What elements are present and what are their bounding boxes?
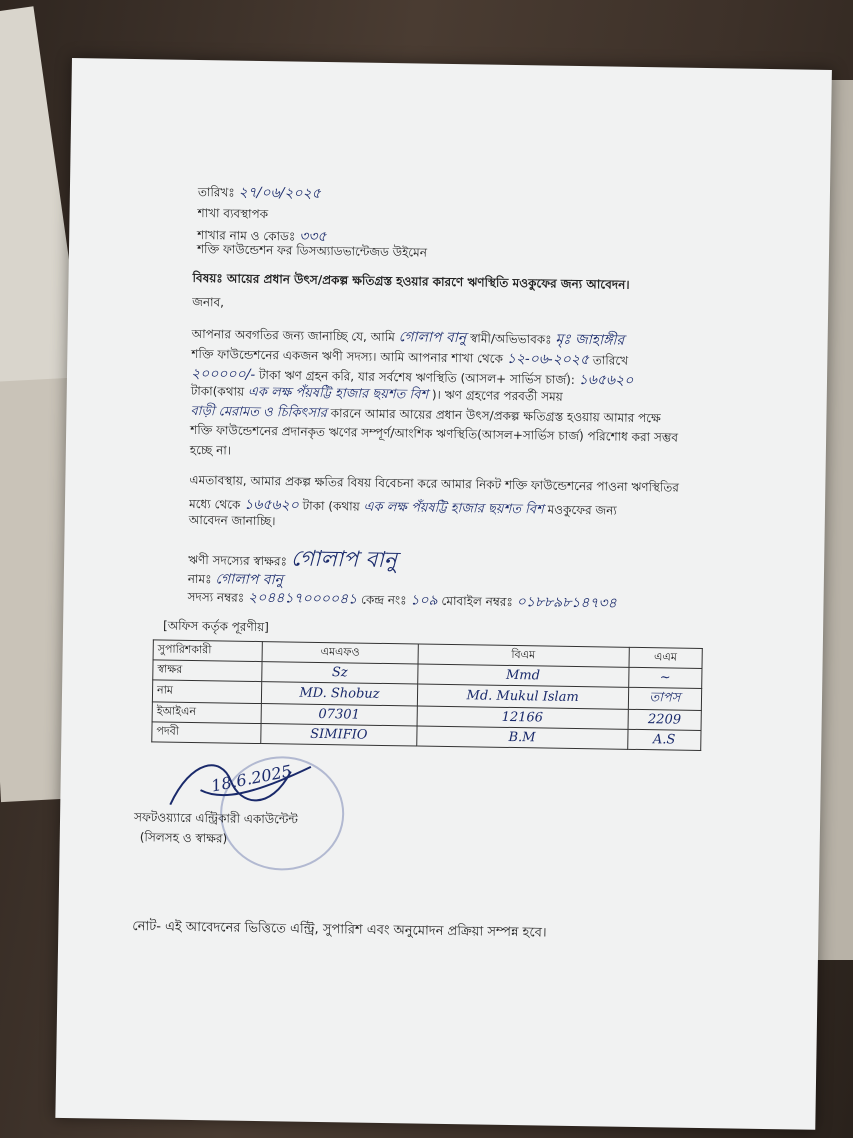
loan-balance: ১৬৫৬২০ <box>578 371 634 389</box>
para1-line7: হচ্ছে না। <box>189 442 232 458</box>
am-signature: ~ <box>628 667 702 688</box>
para2-text: মধ্যে থেকে <box>188 496 241 512</box>
mfo-ein: 07301 <box>261 704 417 726</box>
waiver-amount: ১৬৫৬২০ <box>244 496 299 514</box>
loan-date: ১২-০৬-২০২৫ <box>506 350 590 369</box>
para1-text: স্বামী/অভিভাবকঃ <box>469 331 552 347</box>
para1-line6: শক্তি ফাউন্ডেশনের প্রদানকৃত ঋণের সম্পূর্ণ/আংশিক ঋণস্থিতি(আসল+সার্ভিস চার্জ) পরিশোধ করা সম্ভব <box>190 422 679 445</box>
organization-name: শক্তি ফাউন্ডেশন ফর ডিসঅ্যাডভান্টেজড উইমেন <box>196 241 428 260</box>
date-row <box>198 180 321 206</box>
bm-signature: Mmd <box>417 664 628 687</box>
balance-in-words: এক লক্ষ পঁয়ষট্টি হাজার ছয়শত বিশ <box>247 384 429 403</box>
accountant-title: সফটওয়্যারে এন্ট্রিকারী একাউন্টেন্ট <box>133 810 298 827</box>
para1-text: তারিখে <box>592 353 629 368</box>
bm-designation: B.M <box>416 726 627 749</box>
office-recommendation-table <box>151 639 703 751</box>
loan-amount: ২০০০০০/- <box>190 365 256 383</box>
para2-text: মওকুফের জন্য <box>547 502 617 518</box>
member-number: ২০৪৪১৭০০০০৪১ <box>247 589 358 608</box>
bm-ein: 12166 <box>417 706 628 729</box>
mobile-number: ০১৮৮৯৮১৪৭৩৪ <box>516 594 617 612</box>
mfo-signature: Sz <box>262 662 418 684</box>
centre-number: ১০৯ <box>410 592 438 609</box>
applicant-signature: গোলাপ বানু <box>290 546 398 574</box>
para2-text: টাকা (কথায় <box>302 498 360 514</box>
member-no-label: সদস্য নম্বরঃ <box>187 589 245 605</box>
para1-text: শক্তি ফাউন্ডেশনের একজন ঋণী সদস্য। আমি আপনার শাখা থেকে <box>191 346 504 366</box>
para1-text: )। ঋণ গ্রহণের পরবর্তী সময় <box>431 387 563 404</box>
table-header: এমএফও <box>262 642 418 664</box>
para1-text: আপনার অবগতির জন্য জানাচ্ছি যে, আমি <box>191 326 395 345</box>
recipient-title: শাখা ব্যবস্থাপক <box>197 205 269 222</box>
am-ein: 2209 <box>628 709 702 730</box>
subject-line: বিষয়ঃ আয়ের প্রধান উৎস/প্রকল্প ক্ষতিগ্রস্ত হওয়ার কারণে ঋণস্থিতি মওকুফের জন্য আবেদন। <box>192 270 630 292</box>
accountant-sign-date: 18.6.2025 <box>209 761 294 796</box>
mfo-name: MD. Shobuz <box>262 682 418 706</box>
applicant-ids-row <box>187 585 616 616</box>
table-header: বিএম <box>418 644 629 667</box>
centre-label: কেন্দ্র নংঃ <box>360 592 407 608</box>
am-name: তাপস <box>628 687 702 710</box>
para1-text: টাকা ঋণ গ্রহন করি, যার সর্বশেষ ঋণস্থিতি (আসল+ সার্ভিস চার্জ): <box>258 367 575 387</box>
guardian-name: মৃঃ জাহাঙ্গীর <box>555 331 625 349</box>
mfo-designation: SIMIFIO <box>261 724 417 746</box>
row-label: স্বাক্ষর <box>153 660 263 682</box>
para1-text: কারনে আমার আয়ের প্রধান উৎস/প্রকল্প ক্ষতিগ্রস্ত হওয়ায় আমার পক্ষে <box>330 406 661 426</box>
date-label: তারিখঃ <box>197 184 235 200</box>
date-value: ২৭/০৬/২০২৫ <box>238 184 321 202</box>
damage-cause: বাড়ী মেরামত ও চিকিৎসার <box>190 403 327 422</box>
para2-line1: এমতাবস্থায়, আমার প্রকল্প ক্ষতির বিষয় বিবেচনা করে আমার নিকট শক্তি ফাউন্ডেশনের পাওনা ঋণস্থিতির <box>189 472 680 495</box>
table-header: এএম <box>629 647 703 668</box>
accountant-subtitle: (সিলসহ ও স্বাক্ষর) <box>139 830 228 846</box>
mobile-label: মোবাইল নম্বরঃ <box>441 593 513 609</box>
office-use-label: [অফিস কর্তৃক পূরণীয়] <box>162 618 270 635</box>
salutation: জনাব, <box>192 294 225 310</box>
footer-note: নোট- এই আবেদনের ভিত্তিতে এন্ট্রি, সুপারিশ এবং অনুমোদন প্রক্রিয়া সম্পন্ন হবে। <box>132 919 547 941</box>
table-header: সুপারিশকারী <box>153 640 263 662</box>
application-letter <box>55 58 832 1130</box>
branch-label: শাখার নাম ও কোডঃ <box>197 227 296 244</box>
bm-name: Md. Mukul Islam <box>417 684 628 709</box>
am-designation: A.S <box>627 729 701 750</box>
row-label: পদবী <box>152 722 262 744</box>
member-name: গোলাপ বানু <box>398 329 467 347</box>
waiver-amount-words: এক লক্ষ পঁয়ষট্টি হাজার ছয়শত বিশ <box>363 499 544 518</box>
row-label: নাম <box>152 680 262 704</box>
para2-line3: আবেদন জানাচ্ছি। <box>188 512 276 529</box>
name-label: নামঃ <box>187 571 212 587</box>
para1-text: টাকা(কথায় <box>190 383 245 399</box>
applicant-name: গোলাপ বানু <box>215 571 284 589</box>
signature-label: ঋণী সদস্যের স্বাক্ষরঃ <box>188 552 288 569</box>
branch-code: ৩৩৫ <box>299 228 327 246</box>
row-label: ইআইএন <box>152 702 262 724</box>
